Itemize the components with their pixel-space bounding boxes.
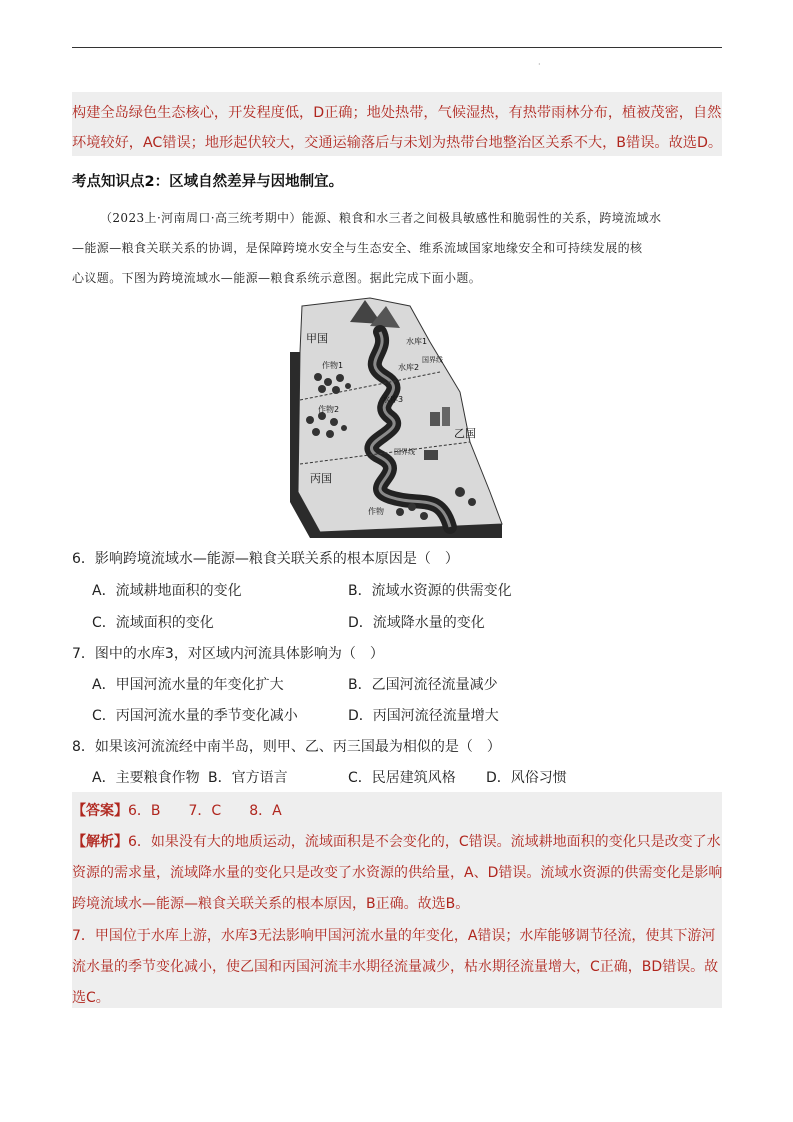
question-8-option-c: C．民居建筑风格 [348, 770, 456, 786]
question-8-option-b: B．官方语言 [208, 770, 288, 786]
analysis-line5: 流水量的季节变化减小，使乙国和丙国河流丰水期径流量减少，枯水期径流量增大，C正确，BD错误。故 [72, 959, 719, 975]
top-paragraph-line2: 环境较好，AC错误；地形起伏较大，交通运输落后与未划为热带台地整治区关系不大，B错误。故选D。 [72, 135, 723, 151]
question-6-option-b: B．流域水资源的供需变化 [348, 583, 512, 599]
label-border1: 国界线 [422, 356, 443, 364]
analysis-line4: 7．甲国位于水库上游，水库3无法影响甲国河流水量的年变化，A错误；水库能够调节径流，使其下游河 [72, 928, 716, 944]
question-8-stem: 8．如果该河流流经中南半岛，则甲、乙、丙三国最为相似的是（ ） [72, 739, 501, 755]
analysis-line1 [72, 831, 721, 851]
label-border2: 国界线 [394, 448, 415, 456]
question-7-option-b: B．乙国河流径流量减少 [348, 677, 498, 693]
label-crop1: 作物1 [322, 361, 344, 370]
header-rule [72, 47, 722, 48]
label-crop2: 作物2 [318, 405, 340, 414]
answer-tag: 【答案】 [72, 803, 128, 819]
analysis-line2: 资源的需求量，流域降水量的变化只是改变了水资源的供给量，A、D错误。流域水资源的供需变化是影响 [72, 865, 723, 881]
label-reservoir3: 水库3 [382, 395, 404, 404]
question-8-option-d: D．风俗习惯 [486, 770, 567, 786]
question-6-option-c: C．流域面积的变化 [92, 615, 214, 631]
label-country-c: 丙国 [310, 472, 332, 485]
label-reservoir1: 水库1 [406, 337, 428, 346]
building-shape [430, 412, 440, 426]
building-shape [442, 407, 450, 426]
analysis-text-1: 6．如果没有大的地质运动，流域面积是不会变化的，C错误。流域耕地面积的变化只是改变了水 [128, 834, 721, 850]
label-crop3: 作物 [368, 507, 384, 516]
intro-line3: 心议题。下图为跨境流域水—能源—粮食系统示意图。据此完成下面小题。 [72, 271, 482, 285]
section-heading: 考点知识点2：区域自然差异与因地制宜。 [72, 174, 344, 190]
question-7-option-c: C．丙国河流水量的季节变化减小 [92, 708, 298, 724]
header-mark: · [538, 60, 541, 69]
analysis-line3: 跨境流域水—能源—粮食关联关系的根本原因，B正确。故选B。 [72, 896, 470, 912]
question-8-option-a: A．主要粮食作物 [92, 770, 200, 786]
answer-text: 6．B 7．C 8．A [128, 803, 282, 819]
analysis-line6: 选C。 [72, 990, 110, 1006]
label-country-a: 甲国 [306, 332, 328, 345]
question-6-stem: 6．影响跨境流域水—能源—粮食关联关系的根本原因是（ ） [72, 551, 459, 567]
analysis-tag: 【解析】 [72, 834, 128, 850]
question-6-option-d: D．流域降水量的变化 [348, 615, 485, 631]
question-6-option-a: A．流域耕地面积的变化 [92, 583, 242, 599]
building-shape [424, 450, 438, 460]
intro-line2: —能源—粮食关联关系的协调，是保障跨境水安全与生态安全、维系流域国家地缘安全和可持续发展的核 [72, 241, 643, 255]
answer-line [72, 800, 282, 820]
question-7-stem: 7．图中的水库3，对区域内河流具体影响为（ ） [72, 646, 384, 662]
watershed-figure [290, 292, 505, 538]
top-paragraph-line1: 构建全岛绿色生态核心，开发程度低，D正确；地处热带，气候湿热，有热带雨林分布，植被茂密，自然 [72, 105, 722, 121]
question-7-option-d: D．丙国河流径流量增大 [348, 708, 499, 724]
label-reservoir2: 水库2 [398, 363, 420, 372]
intro-line1: （2023上·河南周口·高三统考期中）能源、粮食和水三者之间极具敏感性和脆弱性的关系，跨境流域水 [100, 211, 662, 225]
question-7-option-a: A．甲国河流水量的年变化扩大 [92, 677, 284, 693]
label-country-b: 乙国 [454, 427, 476, 440]
